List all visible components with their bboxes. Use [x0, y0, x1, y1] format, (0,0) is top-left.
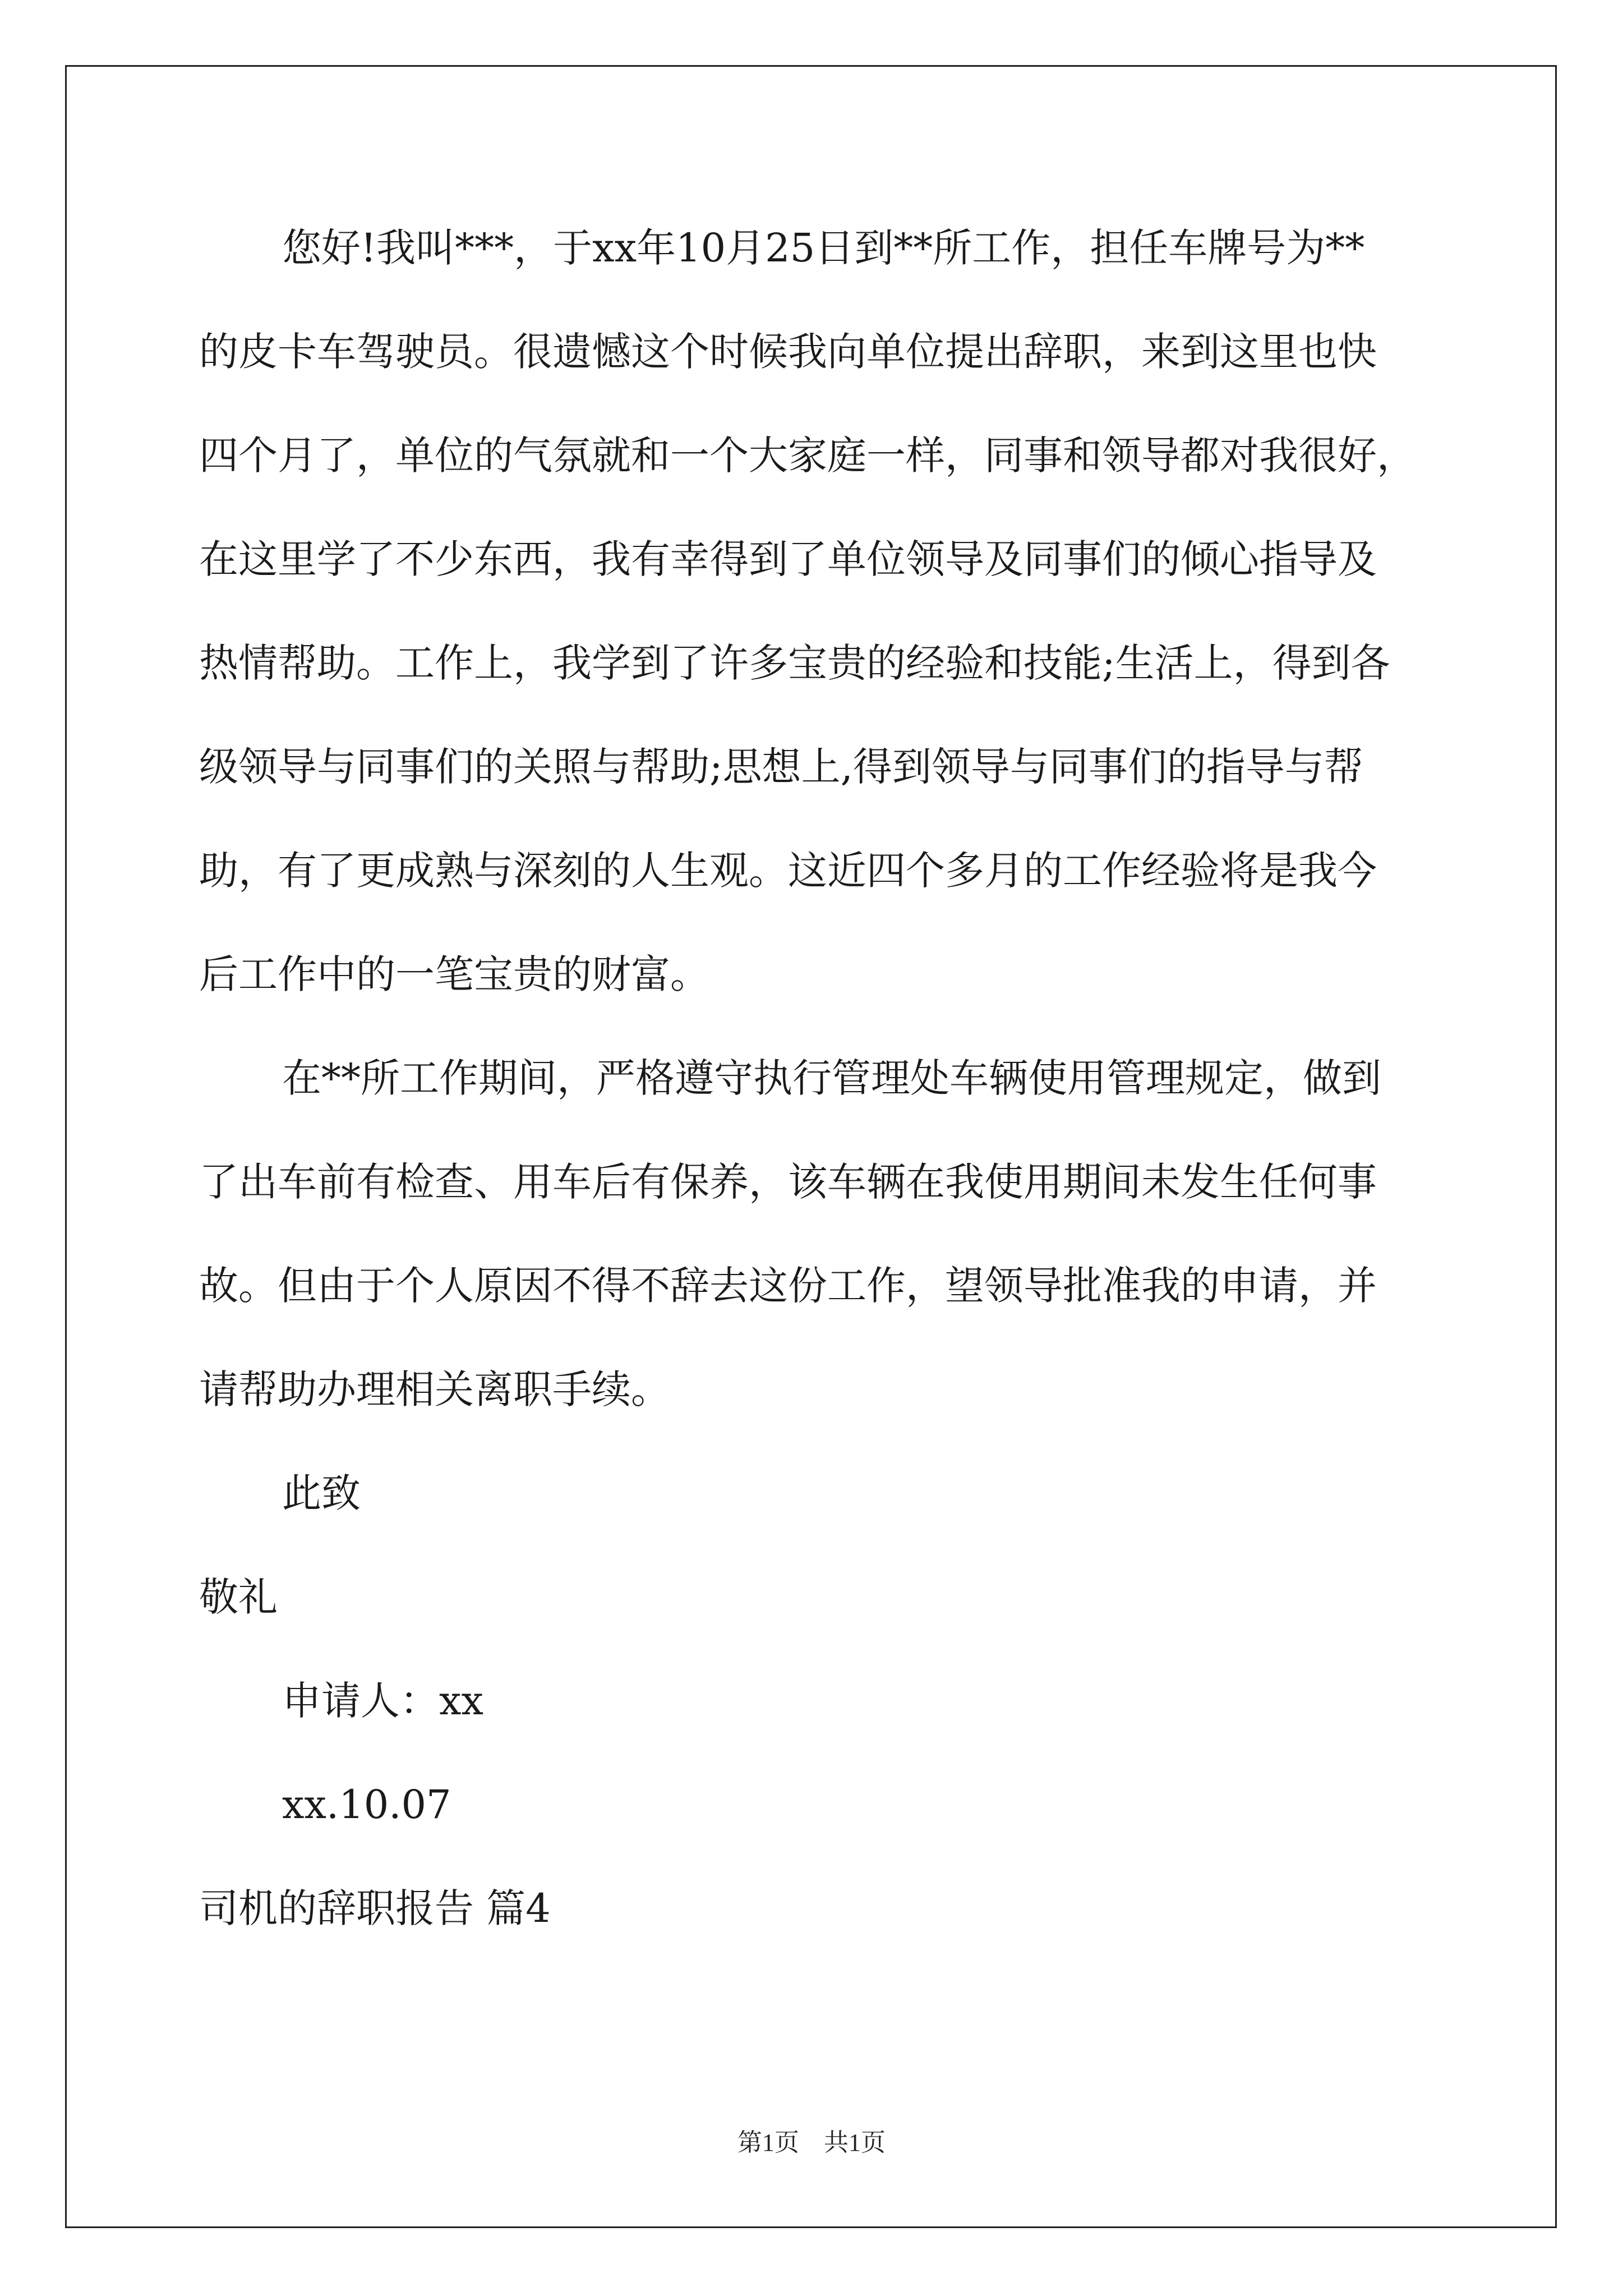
paragraph-2-line-4: 请帮助办理相关离职手续。 [199, 1366, 670, 1412]
date-line: xx.10.07 [282, 1782, 451, 1828]
paragraph-1-line-7: 助，有了更成熟与深刻的人生观。这近四个多月的工作经验将是我今 [199, 848, 1377, 894]
page-footer: 第1页 共1页 [737, 2129, 886, 2156]
paragraph-1-line-2: 的皮卡车驾驶员。很遗憾这个时候我向单位提出辞职，来到这里也快 [199, 329, 1377, 375]
paragraph-2-line-1: 在**所工作期间，严格遵守执行管理处车辆使用管理规定，做到 [282, 1055, 1381, 1101]
paragraph-2-line-2: 了出车前有检查、用车后有保养，该车辆在我使用期间未发生任何事 [199, 1159, 1377, 1205]
closing-text: 此致 [282, 1470, 361, 1516]
paragraph-2-line-3: 故。但由于个人原因不得不辞去这份工作，望领导批准我的申请，并 [199, 1263, 1377, 1309]
paragraph-1-line-5: 热情帮助。工作上，我学到了许多宝贵的经验和技能;生活上，得到各 [199, 640, 1390, 686]
paragraph-1-line-3: 四个月了，单位的气氛就和一个大家庭一样，同事和领导都对我很好， [199, 432, 1416, 478]
paragraph-1-line-6: 级领导与同事们的关照与帮助;思想上,得到领导与同事们的指导与帮 [199, 744, 1363, 790]
applicant-line: 申请人：xx [282, 1678, 483, 1724]
salutation-text: 敬礼 [199, 1574, 278, 1620]
paragraph-1-line-4: 在这里学了不少东西，我有幸得到了单位领导及同事们的倾心指导及 [199, 536, 1377, 582]
paragraph-1-line-8: 后工作中的一笔宝贵的财富。 [199, 951, 709, 997]
paragraph-1-line-1: 您好!我叫***，于xx年10月25日到**所工作，担任车牌号为** [282, 225, 1365, 271]
next-section-title: 司机的辞职报告 篇4 [199, 1885, 551, 1931]
